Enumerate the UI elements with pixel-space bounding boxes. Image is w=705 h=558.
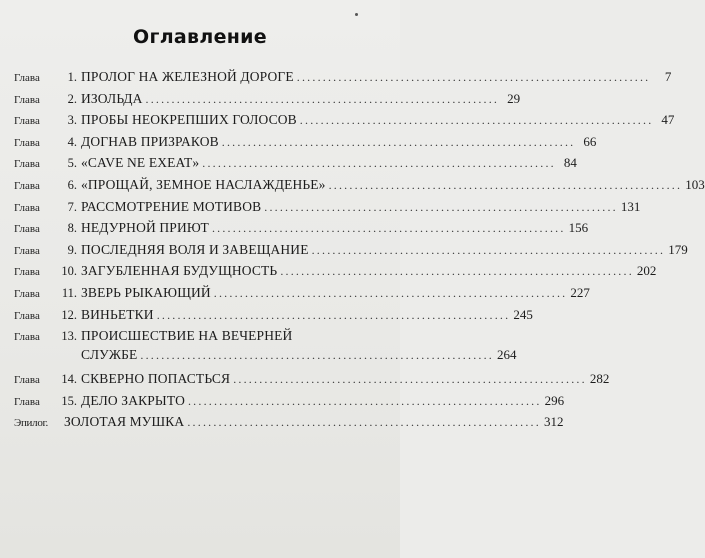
entry-page: 47 — [661, 112, 675, 128]
entry-page: 227 — [570, 284, 590, 300]
dot-leader: .................................................................... — [156, 307, 511, 322]
entry-number: 6. — [67, 177, 77, 192]
toc-entry — [14, 198, 641, 221]
entry-title: «CAVE NE EXEAT» — [81, 155, 200, 171]
entry-page: 296 — [544, 392, 565, 408]
toc-entry — [14, 112, 675, 134]
entry-title-line-1: ПРОИСШЕСТВИЕ НА ВЕЧЕРНЕЙ — [81, 328, 293, 344]
entry-label: Глава — [14, 309, 40, 322]
dot-leader: .................................................................... — [202, 156, 556, 171]
entry-number: 11. — [61, 285, 77, 300]
entry-number: 3. — [67, 113, 77, 128]
entry-title: СКВЕРНО ПОПАСТЬСЯ — [81, 371, 231, 387]
entry-page: 7 — [664, 69, 672, 84]
entry-number: 10. — [61, 264, 77, 279]
dot-leader: .................................................................... — [299, 113, 654, 128]
toc-entry — [14, 284, 590, 307]
dot-leader: .................................................................... — [187, 393, 542, 408]
entry-label: Эпилог. — [14, 417, 48, 430]
toc-entry — [14, 392, 565, 415]
entry-number: 15. — [61, 393, 77, 408]
dot-leader: .................................................................... — [296, 70, 651, 84]
entry-title: ЗАГУБЛЕННАЯ БУДУЩНОСТЬ — [81, 263, 278, 279]
entry-label: Глава — [14, 395, 40, 408]
entry-number: 13. — [61, 329, 77, 344]
entry-label: Глава — [14, 374, 40, 387]
entry-number: 2. — [67, 91, 77, 106]
dot-leader: .................................................................... — [280, 264, 634, 279]
entry-page: 264 — [497, 347, 517, 363]
entry-page: 245 — [513, 306, 533, 322]
dot-leader: .................................................................... — [328, 177, 683, 192]
entry-label: Глава — [14, 93, 40, 106]
dot-leader: .................................................................... — [264, 199, 618, 214]
entry-label: Глава — [14, 331, 40, 344]
entry-title: РАССМОТРЕНИЕ МОТИВОВ — [81, 198, 262, 214]
entry-page: 179 — [668, 241, 688, 257]
entry-label: Глава — [14, 158, 40, 171]
entry-number: 14. — [61, 372, 77, 387]
entry-title: ВИНЬЕТКИ — [81, 306, 154, 322]
entry-label: Глава — [14, 223, 40, 236]
toc-entry — [14, 90, 521, 113]
toc-entry-epilogue — [14, 414, 564, 436]
toc-entry — [14, 371, 610, 393]
entry-title: ДОГНАВ ПРИЗРАКОВ — [81, 133, 219, 149]
dot-leader: .................................................................... — [140, 348, 494, 363]
entry-page: 66 — [583, 133, 597, 149]
entry-page: 29 — [507, 90, 521, 106]
toc-entry — [14, 155, 577, 177]
entry-title: ЗВЕРЬ РЫКАЮЩИЙ — [81, 284, 211, 300]
dot-leader: .................................................................... — [311, 242, 666, 257]
toc-entry — [14, 176, 705, 199]
toc-entry — [14, 220, 589, 242]
entry-page: 103 — [685, 176, 705, 192]
dot-leader: .................................................................... — [145, 91, 500, 106]
entry-page: 84 — [563, 155, 577, 171]
entry-number: 1. — [67, 70, 77, 84]
entry-label: Глава — [14, 244, 40, 257]
entry-title: ПРОБЫ НЕОКРЕПШИХ ГОЛОСОВ — [81, 112, 297, 128]
table-of-contents — [14, 69, 705, 436]
toc-entry — [14, 328, 517, 371]
entry-number: 9. — [67, 242, 77, 257]
entry-label: Глава — [14, 72, 40, 84]
entry-title: ЗОЛОТАЯ МУШКА — [64, 414, 185, 430]
dot-leader: .................................................................... — [211, 221, 566, 236]
toc-entry — [14, 69, 672, 91]
toc-entry — [14, 133, 597, 156]
entry-title: ИЗОЛЬДА — [81, 90, 143, 106]
entry-title: ПОСЛЕДНЯЯ ВОЛЯ И ЗАВЕЩАНИЕ — [81, 241, 309, 257]
entry-title-line-2: СЛУЖБЕ — [81, 347, 138, 363]
entry-label: Глава — [14, 287, 40, 300]
entry-title: «ПРОЩАЙ, ЗЕМНОЕ НАСЛАЖДЕНЬЕ» — [81, 176, 326, 192]
entry-label: Глава — [14, 201, 40, 214]
entry-label: Глава — [14, 115, 40, 128]
dot-leader: .................................................................... — [213, 285, 568, 300]
entry-number: 8. — [67, 221, 77, 236]
entry-number: 7. — [67, 199, 77, 214]
entry-title: ДЕЛО ЗАКРЫТО — [81, 392, 185, 408]
entry-page: 202 — [636, 263, 657, 279]
toc-entry — [14, 306, 533, 329]
entry-title: НЕДУРНОЙ ПРИЮТ — [81, 220, 209, 236]
entry-title: ПРОЛОГ НА ЖЕЛЕЗНОЙ ДОРОГЕ — [81, 69, 294, 84]
entry-label: Глава — [14, 136, 40, 149]
entry-number: 5. — [67, 156, 77, 171]
entry-page: 131 — [620, 198, 641, 214]
dot-leader: .................................................................... — [187, 415, 541, 430]
entry-number: 4. — [67, 134, 77, 149]
toc-entry — [14, 263, 657, 285]
entry-label: Глава — [14, 266, 40, 279]
page-title: Оглавление — [133, 26, 267, 48]
entry-number: 12. — [61, 307, 77, 322]
page-speck — [355, 13, 358, 16]
entry-label: Глава — [14, 179, 40, 192]
dot-leader: .................................................................... — [221, 134, 576, 149]
toc-entry — [14, 241, 688, 264]
dot-leader: .................................................................... — [233, 372, 587, 387]
entry-page: 156 — [568, 220, 589, 236]
entry-page: 282 — [589, 371, 610, 387]
entry-page: 312 — [543, 414, 564, 430]
